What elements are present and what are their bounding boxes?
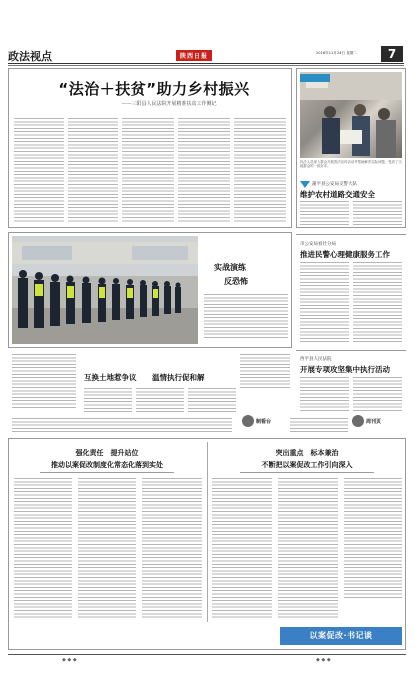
mid-story-col-1 bbox=[84, 388, 132, 414]
bottom-right-col-3 bbox=[344, 478, 402, 600]
bottom-left-col-3 bbox=[142, 478, 202, 620]
bottom-right-col-2 bbox=[278, 478, 338, 620]
masthead: 陕西日报 bbox=[176, 50, 212, 61]
date-line: 2016年11月24日 星期二 bbox=[316, 51, 357, 55]
mid-photo-headline-a: 实战演练 bbox=[214, 262, 246, 272]
lead-body-col-5 bbox=[234, 118, 286, 222]
top-photo-caption: 执法人员深入群众开展普法宣传活动并帮助解决实际问题，受到了当地群众的一致好评。 bbox=[300, 160, 402, 169]
news2-title: 推进民警心理健康服务工作 bbox=[300, 250, 390, 259]
top-photo bbox=[300, 72, 402, 158]
news2-body-col-1 bbox=[300, 262, 349, 344]
tag-strip-text-left bbox=[12, 418, 232, 432]
lead-body-col-3 bbox=[122, 118, 174, 222]
tag-b-badge bbox=[352, 415, 364, 427]
news3-body-col-2 bbox=[353, 377, 402, 413]
bottom-left-title-a: 强化责任 提升站位 bbox=[75, 449, 139, 457]
lead-subtitle: ——三阳县人民法院开展精准扶贫工作侧记 bbox=[121, 101, 217, 107]
news3-kicker: 西平县人民法院 bbox=[300, 357, 332, 362]
footer-rule bbox=[8, 654, 406, 655]
mid-story-title-left: 互换土地惹争议 bbox=[84, 373, 137, 382]
mid-photo-headline-b: 反恐怖 bbox=[224, 276, 248, 286]
tag-strip-text-right bbox=[290, 418, 348, 432]
news1-body-col-1 bbox=[300, 201, 349, 225]
tag-b-label: 周刊页 bbox=[366, 419, 382, 425]
section-title: 政法视点 bbox=[8, 50, 52, 63]
mid-photo-caption bbox=[204, 294, 288, 340]
bottom-right-title-b: 不断把以案促改工作引向深入 bbox=[261, 461, 353, 469]
news3-body-col-1 bbox=[300, 377, 349, 413]
footer-ornament-left: ◆ ◆ ◆ bbox=[62, 657, 77, 663]
section-banner-label: 以案促改·书记谈 bbox=[309, 631, 373, 640]
news1-marker bbox=[300, 181, 310, 188]
bottom-right-col-1 bbox=[212, 478, 272, 620]
bottom-left-title-b: 推动以案促改制度化常态化落到实处 bbox=[51, 461, 163, 469]
news2-kicker: 市公安局看社分局 bbox=[300, 242, 336, 247]
top-photo-label bbox=[300, 74, 330, 82]
lead-body-col-4 bbox=[178, 118, 230, 222]
news2-body-col-2 bbox=[353, 262, 402, 344]
mid-photo bbox=[12, 236, 198, 344]
tag-a-badge bbox=[242, 415, 254, 427]
mid-story-title-right: 温情执行促和解 bbox=[152, 373, 205, 382]
mid-story-lead-col bbox=[12, 354, 76, 410]
news1-kicker: 蒲平县公安局交警大队 bbox=[312, 182, 357, 187]
mid-story-col-4 bbox=[240, 354, 290, 388]
page-number: 7 bbox=[381, 46, 403, 62]
mid-story-col-3 bbox=[188, 388, 236, 414]
news3-title: 开展专项攻坚集中执行活动 bbox=[300, 365, 390, 374]
bottom-right-title-a: 突出重点 标本兼治 bbox=[275, 449, 339, 457]
mid-story-col-2 bbox=[136, 388, 184, 414]
header-rule bbox=[8, 63, 404, 64]
footer-ornament-right: ◆ ◆ ◆ bbox=[316, 657, 331, 663]
lead-body-col-1 bbox=[14, 118, 64, 222]
news1-body-col-2 bbox=[353, 201, 402, 225]
lead-title: “法治＋扶贫”助力乡村振兴 bbox=[58, 80, 250, 98]
bottom-left-col-1 bbox=[14, 478, 72, 620]
tag-a-label: 制看台 bbox=[256, 419, 272, 425]
lead-body-col-2 bbox=[68, 118, 118, 222]
bottom-left-col-2 bbox=[78, 478, 136, 620]
news1-title: 维护农村道路交通安全 bbox=[300, 190, 375, 199]
